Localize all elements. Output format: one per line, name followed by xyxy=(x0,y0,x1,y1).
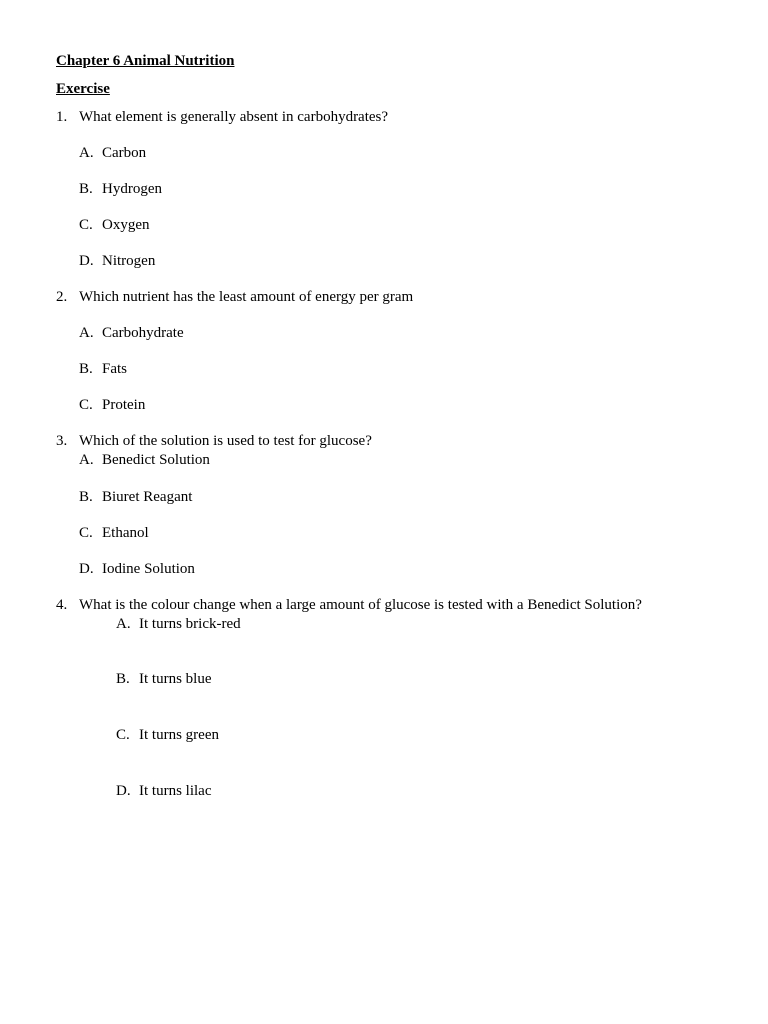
question-3 xyxy=(56,432,372,450)
option-text: Benedict Solution xyxy=(102,452,210,468)
question-1 xyxy=(56,108,388,126)
option-letter: C. xyxy=(116,727,130,743)
option-letter: A. xyxy=(79,145,94,161)
question-3-option-c xyxy=(79,524,149,542)
question-number: 3. xyxy=(56,433,68,449)
option-text: Ethanol xyxy=(102,525,149,541)
question-number: 2. xyxy=(56,289,68,305)
option-text: Nitrogen xyxy=(102,253,156,269)
option-letter: A. xyxy=(79,452,94,468)
option-text: Fats xyxy=(102,361,128,377)
question-2 xyxy=(56,288,413,306)
option-letter: B. xyxy=(79,181,93,197)
option-letter: A. xyxy=(79,325,94,341)
option-text: Biuret Reagant xyxy=(102,489,193,505)
option-text: Iodine Solution xyxy=(102,561,195,577)
question-1-option-a xyxy=(79,144,146,162)
option-letter: B. xyxy=(79,361,93,377)
question-text: Which of the solution is used to test for glucose? xyxy=(79,433,372,449)
option-letter: D. xyxy=(79,561,94,577)
question-4-option-b xyxy=(116,670,212,688)
question-text: What is the colour change when a large amount of glucose is tested with a Benedict Solution? xyxy=(79,597,642,613)
question-1-option-c xyxy=(79,216,150,234)
option-text: It turns blue xyxy=(139,671,212,687)
question-2-option-a xyxy=(79,324,184,342)
question-4-option-c xyxy=(116,726,219,744)
question-text: What element is generally absent in carbohydrates? xyxy=(79,109,389,125)
question-2-option-c xyxy=(79,396,145,414)
question-2-option-b xyxy=(79,360,127,378)
question-3-option-b xyxy=(79,488,192,506)
option-text: Protein xyxy=(102,397,146,413)
question-3-option-d xyxy=(79,560,195,578)
question-4-option-d xyxy=(116,782,211,800)
option-text: Carbohydrate xyxy=(102,325,184,341)
question-number: 1. xyxy=(56,109,68,125)
option-letter: C. xyxy=(79,217,93,233)
chapter-title: Chapter 6 Animal Nutrition xyxy=(56,53,235,69)
question-3-option-a xyxy=(79,451,210,469)
option-text: Oxygen xyxy=(102,217,150,233)
option-letter: C. xyxy=(79,397,93,413)
question-text: Which nutrient has the least amount of energy per gram xyxy=(79,289,414,305)
section-title: Exercise xyxy=(56,81,110,97)
question-4-option-a xyxy=(116,615,241,633)
option-text: It turns green xyxy=(139,727,219,743)
question-1-option-b xyxy=(79,180,162,198)
option-text: Hydrogen xyxy=(102,181,162,197)
option-text: It turns brick-red xyxy=(139,616,241,632)
option-text: It turns lilac xyxy=(139,783,212,799)
option-letter: A. xyxy=(116,616,131,632)
option-letter: D. xyxy=(116,783,131,799)
option-letter: D. xyxy=(79,253,94,269)
option-letter: B. xyxy=(116,671,130,687)
question-1-option-d xyxy=(79,252,155,270)
option-letter: C. xyxy=(79,525,93,541)
option-text: Carbon xyxy=(102,145,147,161)
question-number: 4. xyxy=(56,597,68,613)
question-4 xyxy=(56,596,642,614)
option-letter: B. xyxy=(79,489,93,505)
